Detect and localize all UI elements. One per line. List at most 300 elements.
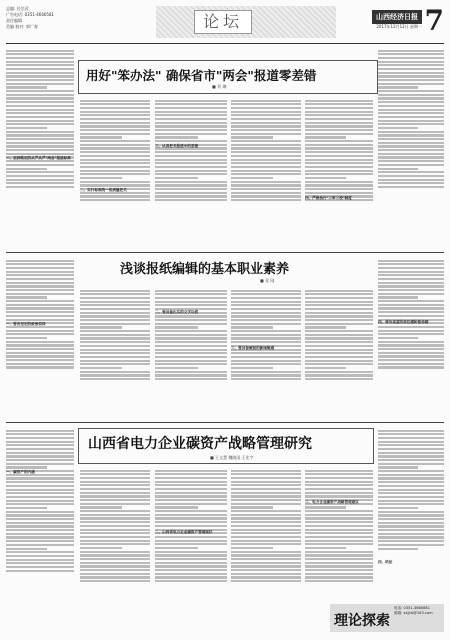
text-line xyxy=(80,155,150,157)
text-line xyxy=(155,140,227,142)
text-line xyxy=(155,540,227,542)
text-line xyxy=(80,510,150,512)
text-line xyxy=(6,97,74,99)
text-line xyxy=(231,547,273,549)
text-line xyxy=(231,323,301,325)
text-line xyxy=(231,360,301,362)
text-line xyxy=(155,111,227,113)
text-line xyxy=(305,510,373,512)
text-line xyxy=(80,337,150,339)
text-line xyxy=(6,559,74,561)
text-line xyxy=(231,341,301,343)
article3-subhead: 三、电力企业碳资产战略管理建议 xyxy=(305,500,359,504)
article3-subhead: 二、山西省电力企业碳资产管理现状 xyxy=(155,530,213,534)
text-line xyxy=(155,100,227,102)
text-line xyxy=(80,532,150,534)
text-line xyxy=(378,109,444,111)
text-line xyxy=(231,477,301,479)
text-line xyxy=(80,177,122,179)
text-line xyxy=(378,544,444,546)
text-line xyxy=(305,301,373,303)
text-line xyxy=(378,463,444,465)
text-line xyxy=(231,326,273,328)
text-line xyxy=(378,348,444,350)
text-line xyxy=(80,374,150,376)
text-line xyxy=(378,171,444,173)
article3-col6 xyxy=(378,428,444,600)
text-line xyxy=(6,267,74,269)
text-line xyxy=(6,57,74,59)
text-line xyxy=(80,319,150,321)
text-line xyxy=(231,510,301,512)
text-line xyxy=(231,177,273,179)
text-line xyxy=(378,75,444,77)
article1-col4 xyxy=(231,98,301,248)
text-line xyxy=(231,576,301,578)
text-line xyxy=(378,311,444,313)
text-line xyxy=(80,341,150,343)
text-line xyxy=(6,64,74,66)
text-line xyxy=(305,114,373,116)
text-line xyxy=(378,518,444,520)
text-line xyxy=(378,481,444,483)
text-line xyxy=(155,510,227,512)
text-line xyxy=(231,558,301,560)
text-line xyxy=(80,118,150,120)
text-line xyxy=(155,155,227,157)
text-line xyxy=(378,271,444,273)
text-line xyxy=(305,118,373,120)
text-line xyxy=(378,455,444,457)
text-line xyxy=(80,147,150,149)
text-line xyxy=(80,521,150,523)
article2-col6 xyxy=(378,258,444,418)
text-line xyxy=(6,525,74,527)
text-line xyxy=(378,296,418,298)
text-line xyxy=(231,312,301,314)
text-line xyxy=(231,481,301,483)
text-line xyxy=(80,301,150,303)
text-line xyxy=(80,195,150,197)
text-line xyxy=(305,315,373,317)
text-line xyxy=(6,311,74,313)
text-line xyxy=(6,496,74,498)
text-line xyxy=(80,488,150,490)
text-line xyxy=(378,105,444,107)
contact-line: 邮箱: sxjjrb@163.com xyxy=(394,611,433,615)
text-line xyxy=(305,473,373,475)
text-line xyxy=(6,341,74,343)
article1-byline: ■ 刘 琳 xyxy=(212,84,227,89)
text-line xyxy=(80,173,150,175)
text-line xyxy=(80,506,122,508)
text-line xyxy=(305,345,373,347)
text-line xyxy=(6,263,74,265)
text-line xyxy=(231,162,301,164)
text-line xyxy=(6,289,74,291)
text-line xyxy=(6,260,74,262)
text-line xyxy=(378,175,444,177)
text-line xyxy=(6,481,74,483)
text-line xyxy=(378,366,444,368)
text-line xyxy=(231,192,301,194)
text-line xyxy=(6,307,74,309)
text-line xyxy=(231,125,301,127)
text-line xyxy=(80,503,150,505)
text-line xyxy=(80,547,122,549)
text-line xyxy=(305,162,373,164)
text-line xyxy=(155,151,227,153)
text-line xyxy=(305,323,373,325)
text-line xyxy=(6,164,74,166)
text-line xyxy=(378,507,418,509)
text-line xyxy=(231,473,301,475)
text-line xyxy=(80,151,150,153)
text-line xyxy=(231,114,301,116)
text-line xyxy=(6,145,74,147)
text-line xyxy=(6,94,74,96)
text-line xyxy=(231,371,301,373)
text-line xyxy=(155,565,227,567)
text-line xyxy=(231,330,301,332)
text-line xyxy=(155,580,227,582)
text-line xyxy=(80,304,150,306)
text-line xyxy=(80,308,150,310)
text-line xyxy=(155,159,227,161)
text-line xyxy=(231,521,301,523)
text-line xyxy=(80,499,150,501)
text-line xyxy=(378,182,444,184)
text-line xyxy=(6,131,74,133)
text-line xyxy=(6,511,74,513)
text-line xyxy=(378,90,444,92)
text-line xyxy=(6,319,74,321)
text-line xyxy=(80,100,150,102)
text-line xyxy=(6,366,74,368)
text-line xyxy=(155,166,227,168)
text-line xyxy=(80,315,150,317)
text-line xyxy=(305,326,346,328)
text-line xyxy=(305,525,373,527)
text-line xyxy=(80,140,150,142)
text-line xyxy=(6,330,74,332)
text-line xyxy=(80,378,150,380)
text-line xyxy=(6,441,74,443)
text-line xyxy=(231,188,301,190)
text-line xyxy=(6,186,74,188)
text-line xyxy=(378,533,444,535)
text-line xyxy=(378,145,444,147)
text-line xyxy=(6,500,74,502)
text-line xyxy=(80,125,150,127)
text-line xyxy=(6,459,74,461)
text-line xyxy=(155,323,227,325)
text-line xyxy=(305,360,373,362)
article2-col5 xyxy=(305,288,373,418)
text-line xyxy=(6,83,74,85)
article2-col1 xyxy=(6,258,74,418)
text-line xyxy=(6,182,74,184)
text-line xyxy=(155,477,227,479)
text-line xyxy=(231,374,301,376)
text-line xyxy=(155,330,227,332)
text-line xyxy=(305,319,373,321)
text-line xyxy=(378,437,444,439)
masthead-meta xyxy=(6,6,96,30)
text-line xyxy=(80,554,150,556)
text-line xyxy=(378,50,444,52)
text-line xyxy=(378,363,444,365)
text-line xyxy=(378,164,444,166)
text-line xyxy=(305,144,373,146)
text-line xyxy=(378,57,444,59)
text-line xyxy=(231,319,301,321)
text-line xyxy=(80,470,150,472)
text-line xyxy=(305,122,373,124)
text-line xyxy=(305,312,373,314)
text-line xyxy=(155,297,227,299)
text-line xyxy=(6,109,74,111)
article2-title: 浅谈报纸编辑的基本职业素养 xyxy=(120,262,290,277)
footer-contact xyxy=(394,606,446,616)
text-line xyxy=(305,170,373,172)
page-number: 7 xyxy=(424,4,444,37)
text-line xyxy=(6,514,74,516)
text-line xyxy=(155,576,227,578)
text-line xyxy=(155,484,227,486)
text-line xyxy=(305,136,346,138)
text-line xyxy=(305,133,373,135)
text-line xyxy=(231,301,301,303)
text-line xyxy=(80,111,150,113)
text-line xyxy=(231,506,273,508)
text-line xyxy=(378,138,444,140)
meta-line: 广告电话: 0351-4666581 xyxy=(6,12,55,17)
text-line xyxy=(378,293,444,295)
text-line xyxy=(6,503,74,505)
text-line xyxy=(6,444,74,446)
text-line xyxy=(6,123,74,125)
text-line xyxy=(378,444,444,446)
text-line xyxy=(155,525,227,527)
text-line xyxy=(305,192,373,194)
text-line xyxy=(6,168,47,170)
text-line xyxy=(80,334,150,336)
text-line xyxy=(6,489,74,491)
text-line xyxy=(155,341,227,343)
text-line xyxy=(231,297,301,299)
text-line xyxy=(378,511,444,513)
text-line xyxy=(378,352,444,354)
text-line xyxy=(80,367,122,369)
text-line xyxy=(6,363,74,365)
contact-line: 电话: 0351-4660881 xyxy=(394,606,430,610)
text-line xyxy=(155,481,227,483)
text-line xyxy=(231,525,301,527)
text-line xyxy=(231,529,301,531)
text-line xyxy=(378,315,444,317)
text-line xyxy=(378,61,444,63)
text-line xyxy=(155,514,227,516)
text-line xyxy=(80,562,150,564)
text-line xyxy=(155,349,227,351)
text-line xyxy=(6,271,74,273)
text-line xyxy=(231,488,301,490)
text-line xyxy=(155,118,227,120)
text-line xyxy=(305,293,373,295)
text-line xyxy=(155,304,227,306)
text-line xyxy=(305,554,373,556)
text-line xyxy=(6,75,74,77)
text-line xyxy=(6,551,74,553)
article3-subhead: 一、碳资产的内涵 xyxy=(6,470,35,474)
text-line xyxy=(231,337,301,339)
text-line xyxy=(80,326,122,328)
text-line xyxy=(6,101,74,103)
text-line xyxy=(155,371,227,373)
text-line xyxy=(305,337,373,339)
text-line xyxy=(305,173,373,175)
text-line xyxy=(231,367,273,369)
article1-title: 用好"笨办法" 确保省市"两会"报道零差错 xyxy=(86,68,317,83)
text-line xyxy=(378,86,418,88)
text-line xyxy=(231,562,301,564)
text-line xyxy=(6,278,74,280)
text-line xyxy=(378,285,444,287)
article2-subhead: 三、要具备敏锐的新闻敏感 xyxy=(231,346,275,350)
text-line xyxy=(378,522,444,524)
article1-col2 xyxy=(80,98,150,248)
text-line xyxy=(6,138,74,140)
text-line xyxy=(378,278,444,280)
text-line xyxy=(155,360,227,362)
text-line xyxy=(80,565,150,567)
text-line xyxy=(155,133,227,135)
text-line xyxy=(6,518,74,520)
text-line xyxy=(378,433,444,435)
text-line xyxy=(231,554,301,556)
text-line xyxy=(231,363,301,365)
text-line xyxy=(155,536,227,538)
text-line xyxy=(155,177,198,179)
text-line xyxy=(231,495,301,497)
text-line xyxy=(305,297,373,299)
text-line xyxy=(80,525,150,527)
text-line xyxy=(378,289,444,291)
text-line xyxy=(305,349,373,351)
text-line xyxy=(80,477,150,479)
text-line xyxy=(6,296,47,298)
article1-subhead: 一、坚持既定的从严从严"两会"报道标准 xyxy=(6,156,71,160)
text-line xyxy=(6,304,74,306)
text-line xyxy=(155,495,227,497)
text-line xyxy=(6,463,74,465)
text-line xyxy=(305,363,373,365)
text-line xyxy=(231,484,301,486)
text-line xyxy=(231,184,301,186)
article1-col6 xyxy=(378,48,444,248)
text-line xyxy=(80,312,150,314)
text-line xyxy=(305,334,373,336)
text-line xyxy=(378,112,444,114)
text-line xyxy=(305,514,373,516)
meta-line: 总编: 任宗武 xyxy=(6,6,29,11)
text-line xyxy=(305,492,373,494)
text-line xyxy=(305,536,373,538)
text-line xyxy=(305,341,373,343)
text-line xyxy=(305,330,373,332)
text-line xyxy=(378,503,444,505)
text-line xyxy=(6,485,74,487)
text-line xyxy=(80,481,150,483)
text-line xyxy=(6,61,74,63)
text-line xyxy=(231,147,301,149)
text-line xyxy=(231,103,301,105)
text-line xyxy=(6,149,74,151)
text-line xyxy=(6,175,74,177)
article3-col2 xyxy=(80,468,150,634)
text-line xyxy=(6,522,74,524)
text-line xyxy=(305,506,346,508)
text-line xyxy=(155,293,227,295)
text-line xyxy=(155,521,227,523)
text-line xyxy=(305,529,373,531)
text-line xyxy=(231,144,301,146)
text-line xyxy=(378,156,444,158)
text-line xyxy=(305,155,373,157)
text-line xyxy=(231,334,301,336)
text-line xyxy=(80,569,150,571)
text-line xyxy=(305,551,373,553)
text-line xyxy=(305,184,373,186)
article3-subhead: 四、结论 xyxy=(378,560,393,564)
article1-subhead: 二、实行标准统一的质量把关 xyxy=(80,188,127,192)
text-line xyxy=(378,514,444,516)
article3-col1 xyxy=(6,428,74,634)
text-line xyxy=(155,356,227,358)
text-line xyxy=(305,517,373,519)
text-line xyxy=(305,100,373,102)
text-line xyxy=(80,323,150,325)
text-line xyxy=(305,488,373,490)
text-line xyxy=(231,173,301,175)
text-line xyxy=(80,514,150,516)
text-line xyxy=(6,68,74,70)
text-line xyxy=(80,107,150,109)
text-line xyxy=(231,304,301,306)
text-line xyxy=(6,477,74,479)
section-divider xyxy=(6,422,444,423)
text-line xyxy=(231,536,301,538)
text-line xyxy=(231,492,301,494)
article2-col2 xyxy=(80,288,150,418)
text-line xyxy=(80,159,150,161)
text-line xyxy=(231,170,301,172)
text-line xyxy=(6,337,47,339)
text-line xyxy=(231,181,301,183)
text-line xyxy=(378,540,444,542)
text-line xyxy=(155,569,227,571)
text-line xyxy=(6,127,47,129)
text-line xyxy=(231,136,273,138)
text-line xyxy=(6,437,74,439)
text-line xyxy=(80,352,150,354)
text-line xyxy=(305,565,373,567)
text-line xyxy=(231,195,301,197)
text-line xyxy=(305,477,373,479)
masthead xyxy=(6,4,444,44)
article2-col4 xyxy=(231,288,301,418)
